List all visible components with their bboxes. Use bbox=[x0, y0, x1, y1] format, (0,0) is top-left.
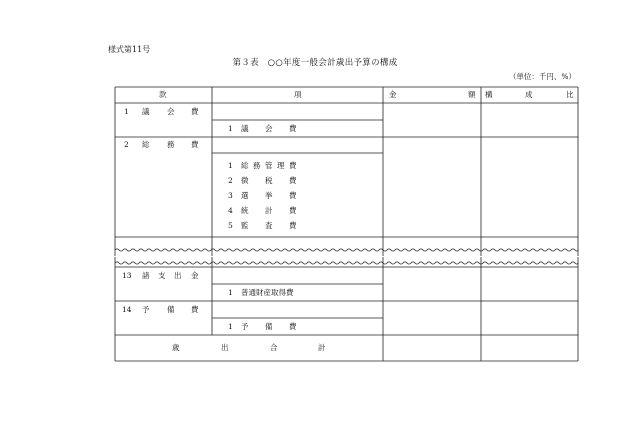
kan-name-char: 議 bbox=[142, 107, 150, 116]
kou-name-char: 費 bbox=[289, 124, 297, 133]
total-label-char: 歳 bbox=[172, 343, 180, 352]
kan-name-char: 費 bbox=[191, 305, 199, 314]
kan-name-char: 金 bbox=[191, 271, 199, 280]
kan-name-char: 支 bbox=[158, 271, 166, 280]
kou-name-char: 費 bbox=[289, 176, 297, 185]
total-label-char: 合 bbox=[270, 343, 278, 352]
kan-name-char: 費 bbox=[191, 140, 199, 149]
kou-name: 普通財産取得費 bbox=[241, 288, 294, 297]
kou-name-char: 選 bbox=[241, 191, 249, 200]
kan-name-char: 務 bbox=[167, 140, 175, 149]
kou-name-char: 監 bbox=[241, 221, 249, 230]
header-gaku: 額 bbox=[468, 90, 476, 99]
kou-name-char: 費 bbox=[289, 322, 297, 331]
kou-number: 1 bbox=[228, 288, 233, 297]
kou-name-char: 査 bbox=[265, 221, 273, 230]
header-hi: 比 bbox=[566, 90, 574, 99]
kan-name-char: 会 bbox=[167, 107, 175, 116]
total-label-char: 計 bbox=[318, 343, 326, 352]
kan-name-char: 総 bbox=[142, 140, 150, 149]
form-number: 様式第11号 bbox=[108, 45, 151, 54]
kou-name-char: 費 bbox=[289, 221, 297, 230]
kou-name-char: 計 bbox=[265, 206, 273, 215]
kou-number: 3 bbox=[228, 191, 233, 200]
kou-number: 2 bbox=[228, 176, 233, 185]
header-kou2: 構 bbox=[485, 90, 493, 99]
header-sei: 成 bbox=[525, 90, 533, 99]
kou-number: 4 bbox=[228, 206, 233, 215]
kan-name-char: 備 bbox=[167, 305, 175, 314]
kou-name-char: 議 bbox=[241, 124, 249, 133]
kou-name-char: 挙 bbox=[265, 191, 273, 200]
kan-number: 2 bbox=[124, 140, 129, 149]
kan-number: 14 bbox=[122, 305, 132, 314]
kou-number: 5 bbox=[228, 221, 233, 230]
kou-number: 1 bbox=[228, 161, 233, 170]
kou-name-char: 務 bbox=[253, 161, 261, 170]
kou-name-char: 管 bbox=[265, 161, 273, 170]
kan-number: 13 bbox=[122, 271, 132, 280]
kou-name-char: 会 bbox=[265, 124, 273, 133]
kan-name-char: 出 bbox=[174, 271, 182, 280]
kan-name-char: 諸 bbox=[142, 271, 150, 280]
header-kin: 金 bbox=[389, 90, 397, 99]
kou-name-char: 税 bbox=[265, 176, 273, 185]
kan-number: 1 bbox=[124, 107, 129, 116]
total-label-char: 出 bbox=[221, 343, 229, 352]
unit-note: （単位：千円、%） bbox=[508, 72, 576, 81]
kan-name-char: 予 bbox=[142, 305, 150, 314]
kan-name-char: 費 bbox=[191, 107, 199, 116]
kou-name-char: 費 bbox=[289, 206, 297, 215]
kou-name-char: 費 bbox=[289, 191, 297, 200]
kou-name-char: 費 bbox=[289, 161, 297, 170]
kou-name-char: 予 bbox=[241, 322, 249, 331]
header-kan: 款 bbox=[159, 90, 167, 99]
header-kou: 項 bbox=[294, 90, 302, 99]
kou-name-char: 備 bbox=[265, 322, 273, 331]
kou-number: 1 bbox=[228, 124, 233, 133]
kou-name-char: 理 bbox=[277, 161, 285, 170]
kou-name-char: 徴 bbox=[241, 176, 249, 185]
kou-name-char: 総 bbox=[241, 161, 249, 170]
kou-name-char: 統 bbox=[241, 206, 249, 215]
table-title: 第３表 ○○年度一般会計歳出予算の構成 bbox=[232, 58, 398, 68]
kou-number: 1 bbox=[228, 322, 233, 331]
